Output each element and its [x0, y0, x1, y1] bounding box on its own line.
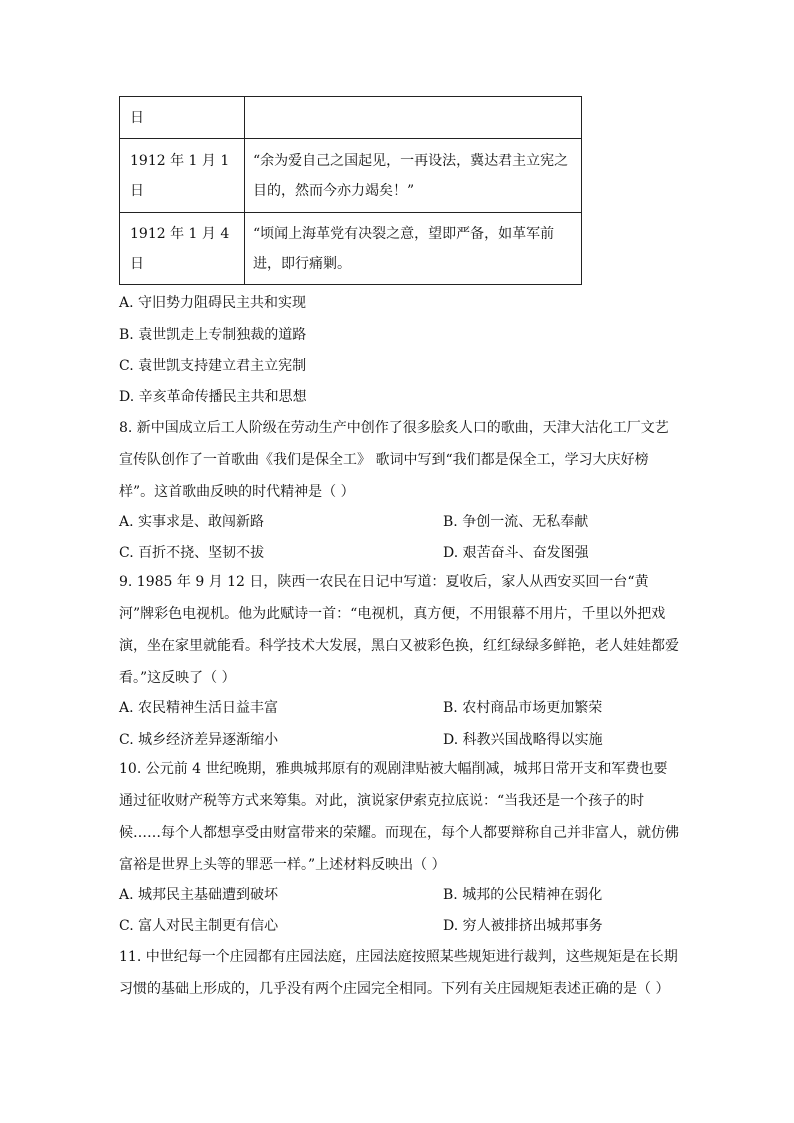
q9-option-d: D. 科教兴国战略得以实施 — [443, 732, 603, 748]
q9-stem: 9. 1985 年 9 月 12 日，陕西一农民在日记中写道：夏收后，家人从西安买回一台“黄河”牌彩色电视机。他为此赋诗一首：“电视机，真方便，不用银幕不用片，千里以外把戏演，坐在家里就能看。科学技术大发展，黑白又被彩色换，红红绿绿多鲜艳，老人娃娃都爱看。”这反映了（ ） — [119, 574, 679, 686]
table-row — [120, 139, 582, 213]
table-cell-date: 1912 年 1 月 1 日 — [120, 139, 245, 213]
q11-stem: 11. 中世纪每一个庄园都有庄园法庭，庄园法庭按照某些规矩进行裁判，这些规矩是在长期习惯的基础上形成的，几乎没有两个庄园完全相同。下列有关庄园规矩表述正确的是（ ） — [119, 949, 678, 997]
q7-option-a: A. 守旧势力阻碍民主共和实现 — [119, 295, 307, 311]
table-row — [120, 97, 582, 139]
table-cell-text — [245, 97, 582, 139]
q10-option-b: B. 城邦的公民精神在弱化 — [443, 887, 603, 903]
q7-option-c: C. 袁世凯支持建立君主立宪制 — [119, 358, 307, 374]
q10-option-c: C. 富人对民主制更有信心 — [119, 918, 279, 934]
table-row — [120, 213, 582, 285]
q8-option-b: B. 争创一流、无私奉献 — [443, 514, 589, 530]
q10-stem: 10. 公元前 4 世纪晚期，雅典城邦原有的观剧津贴被大幅削减，城邦日常开支和军费也要通过征收财产税等方式来筹集。对此，演说家伊索克拉底说：“当我还是一个孩子的时候……每个人都想享受由财富带来的荣耀。而现在，每个人都要辩称自己并非富人，就仿佛富裕是世界上头等的罪恶一样。”上述材料反映出（ ） — [119, 761, 679, 873]
q9-option-b: B. 农村商品市场更加繁荣 — [443, 700, 603, 716]
q9-option-c: C. 城乡经济差异逐渐缩小 — [119, 732, 279, 748]
q8-option-c: C. 百折不挠、坚韧不拔 — [119, 545, 265, 561]
q8-option-a: A. 实事求是、敢闯新路 — [119, 514, 265, 530]
q9-option-a: A. 农民精神生活日益丰富 — [119, 700, 279, 716]
q7-option-b: B. 袁世凯走上专制独裁的道路 — [119, 327, 307, 343]
table-cell-date: 1912 年 1 月 4 日 — [120, 213, 245, 285]
table-cell-text: “顷闻上海革党有决裂之意，望即严备，如革军前进，即行痛剿。 — [245, 213, 582, 285]
source-table — [119, 96, 582, 285]
q10-option-d: D. 穷人被排挤出城邦事务 — [443, 918, 603, 934]
q10-option-a: A. 城邦民主基础遭到破坏 — [119, 887, 279, 903]
q8-stem: 8. 新中国成立后工人阶级在劳动生产中创作了很多脍炙人口的歌曲，天津大沽化工厂文艺宣传队创作了一首歌曲《我们是保全工》 歌词中写到“我们都是保全工，学习大庆好榜样”。这首歌曲反映的时代精神是（ ） — [119, 420, 669, 500]
table-cell-date: 日 — [120, 97, 245, 139]
q7-option-d: D. 辛亥革命传播民主共和思想 — [119, 389, 307, 405]
q8-option-d: D. 艰苦奋斗、奋发图强 — [443, 545, 589, 561]
table-cell-text: “余为爱自己之国起见，一再设法，冀达君主立宪之目的，然而今亦力竭矣！” — [245, 139, 582, 213]
